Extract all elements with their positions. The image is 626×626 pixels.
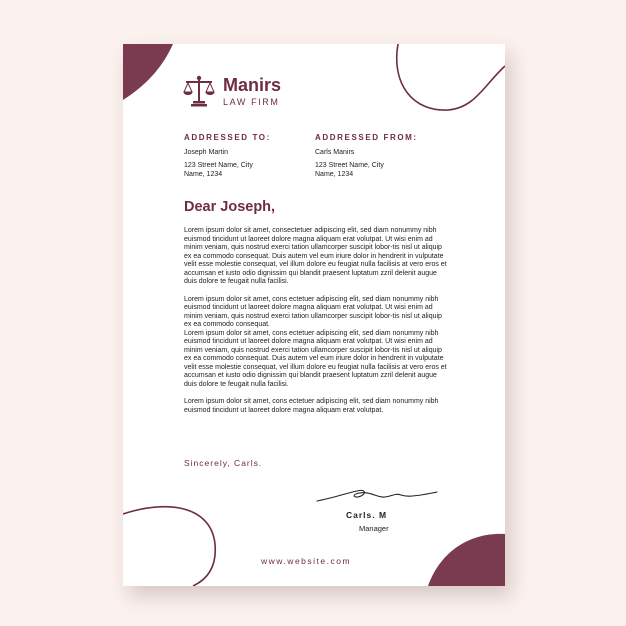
- body-paragraph: Lorem ipsum dolor sit amet, consectetuer adipiscing elit, sed diam nonummy nibh euismod tincidunt ut laoreet dolore magna aliquam erat volutpat. Ut wisi enim ad minim veniam, quis nostrud exerci tation ullamcorper suscipit lobor-tis nisl ut aliquip ex ea commodo consequat. Duis autem vel eum iriure dolor in hendrerit in vulputate velit esse molestie consequat, vel illum dolore eu feugiat nulla facilisis at vero eros et accumsan et iusto odio dignissim qui blandit praesent luptatum zzril delenit augue duis dolore te feugait nulla facilisi.: [184, 227, 447, 285]
- addressed-from-block: [315, 133, 435, 180]
- brand-logo: [183, 74, 281, 108]
- bottom-left-swirl: [123, 507, 215, 586]
- brand-name: Manirs: [223, 74, 282, 95]
- signer-name: Carls. M: [346, 510, 388, 520]
- website-link[interactable]: www.website.com: [261, 556, 352, 566]
- brand-text: [223, 76, 281, 107]
- body-paragraph: Lorem ipsum dolor sit amet, cons ectetuer adipiscing elit, sed diam nonummy nibh euismod tincidunt ut laoreet dolore magna aliquam erat volutpat.: [184, 398, 439, 414]
- letter-body: [184, 227, 450, 424]
- addressed-to-label: ADDRESSED TO:: [184, 133, 271, 142]
- top-left-blob: [123, 44, 173, 100]
- closing-line: Sincerely, Carls.: [184, 458, 263, 468]
- sender-name: Carls Manirs: [315, 149, 355, 156]
- scales-of-justice-icon: [183, 74, 215, 108]
- bottom-right-blob: [428, 534, 505, 586]
- sender-street: 123 Street Name, City: [315, 161, 384, 169]
- recipient-street: 123 Street Name, City: [184, 161, 253, 169]
- handwritten-signature: [315, 484, 440, 506]
- brand-subtitle: LAW FIRM: [223, 96, 280, 107]
- recipient-name: Joseph Martin: [184, 149, 228, 156]
- sender-postal: Name, 1234: [315, 171, 354, 178]
- letterhead-page: [123, 44, 505, 586]
- body-paragraph: Lorem ipsum dolor sit amet, cons ectetuer adipiscing elit, sed diam nonummy nibh euismod tincidunt ut laoreet dolore magna aliquam erat volutpat. Ut wisi enim ad minim veniam, quis nostrud exerci tation ullamcorper suscipit lobor-tis nisl ut aliquip ex ea commodo consequat. Duis autem vel eum iriure dolor in hendrerit in vulputate velit esse molestie consequat, vel illum dolore eu feugiat nulla facilisis at vero eros et accumsan et iusto odio dignissim qui blandit praesent luptatum zzril delenit augue duis dolore te feugait nulla facilisi.: [184, 329, 447, 388]
- greeting: Dear Joseph,: [184, 199, 276, 215]
- body-paragraph: Lorem ipsum dolor sit amet, cons ectetuer adipiscing elit, sed diam nonummy nibh euismod tincidunt ut laoreet dolore magna aliquam erat volutpat. Ut wisi enim ad minim veniam, quis nostrud exerci tation ullamcorper suscipit lobor-tis nisl ut aliquip ex ea commodo consequat.: [184, 295, 442, 328]
- addressed-to-block: [184, 133, 304, 180]
- recipient-postal: Name, 1234: [184, 171, 223, 178]
- signer-title: Manager: [359, 524, 389, 533]
- addressed-from-label: ADDRESSED FROM:: [315, 133, 418, 142]
- top-right-swirl: [397, 44, 505, 110]
